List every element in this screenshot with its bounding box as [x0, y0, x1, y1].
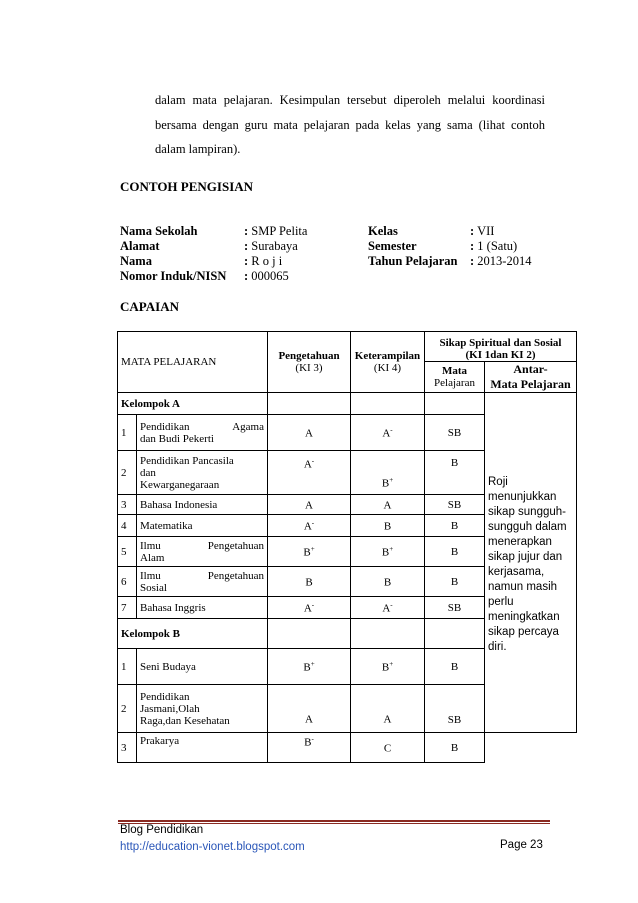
row-number: 5 [118, 537, 137, 567]
grade-letter: B [303, 546, 311, 559]
grade-ki4 [351, 537, 425, 567]
info-colon: : [244, 254, 249, 268]
grade-letter: A [383, 714, 392, 726]
group-a-label: Kelompok A [118, 393, 268, 415]
grade-mapel: B [425, 567, 485, 597]
note-line: sikap percaya [488, 626, 559, 638]
header-mapel-2: Pelajaran [434, 377, 475, 389]
subject-line: Pendidikan [140, 690, 190, 703]
subject-line: Jasmani,Olah [140, 702, 200, 715]
info-value: Surabaya [251, 239, 298, 253]
subject-name: Seni Budaya [137, 649, 268, 685]
subject-line: Raga,dan Kesehatan [140, 714, 230, 727]
note-line: diri. [488, 641, 507, 653]
header-antar [485, 362, 577, 393]
section-title: CONTOH PENGISIAN [120, 179, 254, 194]
grade-ki4 [351, 733, 425, 763]
info-label: Nomor Induk/NISN [120, 269, 227, 283]
grade-modifier: - [390, 425, 393, 434]
grade-ki4 [351, 597, 425, 619]
grade-letter: A [382, 427, 391, 440]
blog-url-link[interactable]: http://education-vionet.blogspot.com [120, 841, 305, 853]
grade-ki3 [268, 415, 351, 451]
header-skill [351, 332, 425, 393]
header-subject: MATA PELAJARAN [118, 332, 268, 393]
note-line: kerjasama, [488, 566, 545, 578]
grade-letter: A [303, 458, 312, 471]
grade-mapel: SB [425, 495, 485, 515]
empty-cell [268, 619, 351, 649]
note-line: Roji [488, 476, 508, 488]
grade-modifier: + [389, 659, 394, 668]
grade-modifier: - [311, 600, 315, 609]
note-line: perlu [488, 596, 514, 608]
row-number: 3 [118, 733, 137, 763]
paragraph-line: dalam mata pelajaran. Kesimpulan tersebut diperoleh melalui koordinasi [155, 93, 545, 107]
grade-letter: B [383, 520, 392, 533]
row-number: 2 [118, 685, 137, 733]
info-label: Semester [368, 239, 417, 253]
subject-line: Pendidikan Agama [140, 420, 264, 433]
group-b-label: Kelompok B [118, 619, 268, 649]
note-line: sungguh dalam [488, 521, 567, 533]
grade-letter: C [383, 742, 392, 755]
info-row [368, 254, 531, 269]
empty-cell [351, 619, 425, 649]
header-skill-code: (KI 4) [373, 362, 402, 374]
grade-mapel: B [425, 649, 485, 685]
grade-letter: A [305, 427, 313, 440]
subject-line: dan [140, 466, 156, 479]
empty-cell [425, 393, 485, 415]
subject-name: Bahasa Indonesia [137, 495, 268, 515]
info-value: 000065 [251, 269, 289, 283]
info-value: R o j i [251, 254, 283, 268]
header-knowledge [268, 332, 351, 393]
group-row [118, 393, 577, 415]
grade-mapel: B [425, 515, 485, 537]
grade-modifier: + [389, 544, 394, 553]
grade-letter: B [383, 576, 392, 589]
student-info-right [368, 224, 531, 269]
attitude-description [485, 393, 577, 733]
info-colon: : [470, 254, 475, 268]
subject-line: Sosial [140, 581, 167, 594]
info-label: Nama Sekolah [120, 224, 198, 238]
grade-ki4 [351, 515, 425, 537]
info-label: Tahun Pelajaran [368, 254, 458, 268]
subject-line: dan Budi Pekerti [140, 432, 214, 445]
grade-ki3 [268, 733, 351, 763]
grade-modifier: - [390, 600, 393, 609]
info-label: Kelas [368, 224, 398, 238]
row-number: 7 [118, 597, 137, 619]
grade-ki3 [268, 451, 351, 495]
subject-name [137, 537, 268, 567]
info-colon: : [470, 224, 475, 238]
paragraph-line: dalam lampiran). [155, 142, 241, 156]
grade-letter: B [303, 661, 311, 674]
subject-line: Alam [140, 551, 165, 564]
header-knowledge-label: Pengetahuan [278, 350, 340, 362]
info-colon: : [244, 269, 249, 283]
grade-mapel: B [425, 537, 485, 567]
subject-name [137, 415, 268, 451]
row-number: 3 [118, 495, 137, 515]
row-number: 4 [118, 515, 137, 537]
info-value: VII [477, 224, 495, 238]
info-value: 1 (Satu) [477, 239, 518, 253]
header-attitude-code: (KI 1dan KI 2) [465, 349, 536, 361]
grade-letter: A [305, 499, 313, 512]
header-attitude [425, 332, 577, 362]
header-antar-2: Mata Pelajaran [490, 377, 571, 391]
row-number: 1 [118, 415, 137, 451]
grade-letter: A [303, 520, 312, 533]
subject-line: Ilmu Pengetahuan [140, 569, 264, 582]
grade-letter: B [381, 478, 390, 490]
info-row [120, 254, 307, 269]
header-mapel-1: Mata [441, 365, 468, 377]
grade-ki3 [268, 685, 351, 733]
capaian-title: CAPAIAN [120, 299, 179, 314]
info-row [368, 224, 531, 239]
grade-letter: B [381, 546, 390, 559]
table-row [118, 733, 577, 763]
grade-mapel: SB [425, 415, 485, 451]
grade-modifier: - [311, 518, 315, 527]
subject-name: Prakarya [137, 733, 268, 763]
subject-line: Kewarganegaraan [140, 478, 220, 491]
row-number: 1 [118, 649, 137, 685]
grade-letter: A [383, 499, 392, 512]
grade-ki4 [351, 415, 425, 451]
subject-name: Matematika [137, 515, 268, 537]
header-antar-1: Antar- [513, 362, 548, 376]
grade-ki3 [268, 649, 351, 685]
grade-mapel: B [425, 733, 485, 763]
grade-modifier: + [310, 544, 315, 553]
grade-mapel: B [425, 451, 485, 495]
grade-modifier: - [311, 735, 314, 743]
note-line: meningkatkan [488, 611, 560, 623]
page-number: Page 23 [500, 839, 543, 851]
info-row [120, 239, 307, 254]
grade-letter: A [382, 602, 391, 615]
grade-letter: A [303, 602, 312, 615]
grade-letter: B [381, 661, 390, 674]
grade-modifier: + [389, 476, 394, 485]
intro-paragraph [155, 88, 545, 162]
grade-letter: B [304, 736, 312, 749]
row-number: 2 [118, 451, 137, 495]
footer [120, 822, 305, 856]
info-colon: : [244, 224, 249, 238]
student-info-left [120, 224, 307, 284]
grade-ki3 [268, 597, 351, 619]
info-colon: : [244, 239, 249, 253]
empty-cell [268, 393, 351, 415]
info-colon: : [470, 239, 475, 253]
grade-ki3 [268, 495, 351, 515]
grade-modifier: + [310, 659, 315, 668]
grade-ki3 [268, 515, 351, 537]
grade-ki3 [268, 567, 351, 597]
info-label: Alamat [120, 239, 160, 253]
grade-modifier: - [311, 457, 315, 465]
grade-letter: A [305, 714, 313, 726]
info-row [120, 269, 307, 284]
info-label: Nama [120, 254, 152, 268]
empty-cell [351, 393, 425, 415]
header-skill-label: Keterampilan [354, 350, 421, 362]
grade-mapel: SB [425, 597, 485, 619]
subject-name [137, 567, 268, 597]
table-header-row [118, 332, 577, 362]
blog-name: Blog Pendidikan [120, 824, 204, 836]
subject-line: Ilmu Pengetahuan [140, 539, 264, 552]
grade-ki3 [268, 537, 351, 567]
note-line: namun masih [488, 581, 558, 593]
subject-name: Bahasa Inggris [137, 597, 268, 619]
subject-line: Pendidikan Pancasila [140, 454, 234, 467]
info-row [120, 224, 307, 239]
grade-mapel: SB [425, 685, 485, 733]
note-line: menunjukkan [488, 491, 557, 503]
info-value: SMP Pelita [251, 224, 308, 238]
subject-name [137, 451, 268, 495]
info-row [368, 239, 531, 254]
header-attitude-label: Sikap Spiritual dan Sosial [439, 337, 562, 349]
info-value: 2013-2014 [477, 254, 532, 268]
grade-ki4 [351, 451, 425, 495]
header-knowledge-code: (KI 3) [295, 362, 323, 374]
grade-letter: B [305, 576, 313, 589]
header-mapel [425, 362, 485, 393]
grade-ki4 [351, 649, 425, 685]
paragraph-line: bersama dengan guru mata pelajaran pada kelas yang sama (lihat contoh [155, 117, 545, 132]
note-line: menerapkan [488, 536, 552, 548]
row-number: 6 [118, 567, 137, 597]
note-line: sikap jujur dan [488, 551, 563, 563]
subject-name [137, 685, 268, 733]
grade-ki4 [351, 567, 425, 597]
empty-cell [425, 619, 485, 649]
note-line: sikap sungguh- [488, 506, 566, 518]
grade-ki4 [351, 495, 425, 515]
grade-ki4 [351, 685, 425, 733]
grades-table [117, 331, 577, 763]
